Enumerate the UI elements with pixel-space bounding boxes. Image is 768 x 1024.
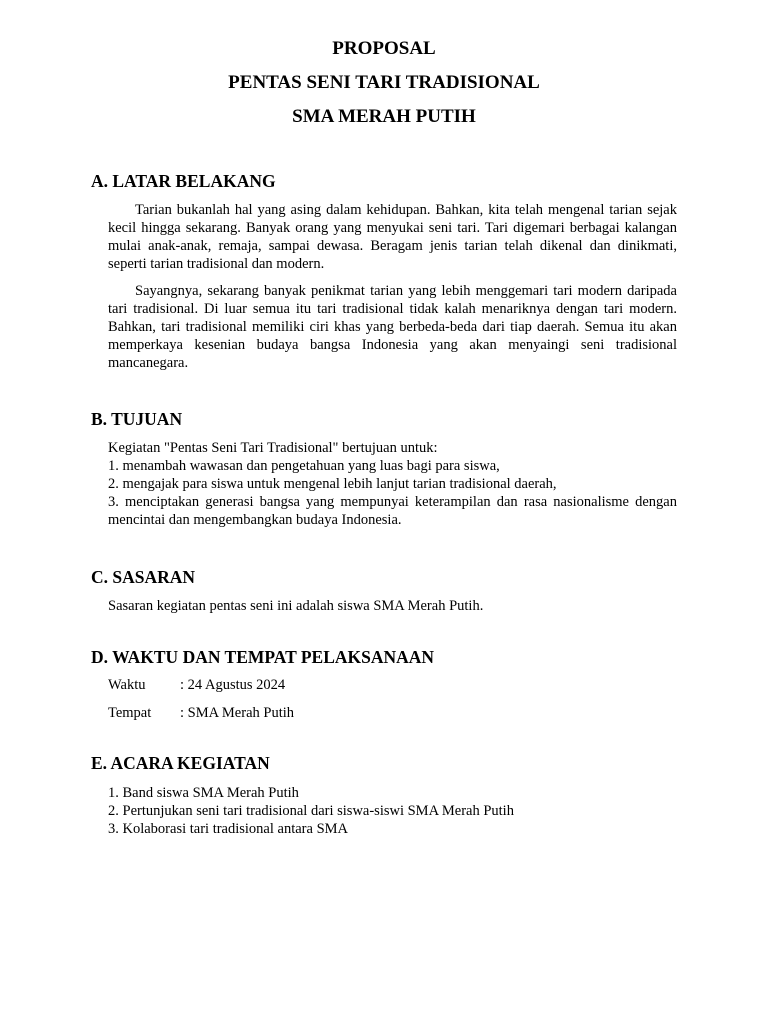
schedule-row-place — [108, 704, 677, 732]
title-line-event: PENTAS SENI TARI TRADISIONAL — [228, 72, 540, 93]
goal-intro: Kegiatan "Pentas Seni Tari Tradisional" bertujuan untuk: — [108, 440, 438, 456]
agenda-item-2: 2. Pertunjukan seni tari tradisional dari siswa-siswi SMA Merah Putih — [108, 803, 514, 819]
section-c-body — [108, 597, 677, 615]
section-c-heading: C. SASARAN — [91, 567, 196, 587]
goal-item-2: 2. mengajak para siswa untuk mengenal lebih lanjut tarian tradisional daerah, — [108, 476, 557, 492]
agenda-item-3: 3. Kolaborasi tari tradisional antara SMA — [108, 821, 348, 837]
section-a-heading: A. LATAR BELAKANG — [91, 171, 276, 191]
schedule-label-place: Tempat — [108, 705, 152, 721]
paragraph-background-2: Sayangnya, sekarang banyak penikmat tarian yang lebih menggemari tari modern daripada tari tradisional. Di luar semua itu tari tradisional tidak kalah menariknya dengan tari modern. Bahkan, tari tradisional memiliki ciri khas yang berbeda-beda dari tiap daerah. Semua itu akan memperkaya kesenian budaya bangsa Indonesia yang akan menyaingi seni tradisional mancanegara. — [108, 283, 677, 371]
section-b-heading: B. TUJUAN — [91, 409, 183, 429]
section-e-body — [108, 784, 677, 838]
schedule-value-time: : 24 Agustus 2024 — [180, 677, 286, 693]
target-text: Sasaran kegiatan pentas seni ini adalah siswa SMA Merah Putih. — [108, 598, 484, 614]
paragraph-background-1: Tarian bukanlah hal yang asing dalam kehidupan. Bahkan, kita telah mengenal tarian sejak kecil hingga sekarang. Banyak orang yang menyukai seni tari. Tari digemari berbagai kalangan mulai anak-anak, remaja, sampai dewasa. Beragam jenis tarian telah dikenal dan dinikmati, seperti tarian tradisional dan modern. — [108, 202, 677, 272]
goal-item-3: 3. menciptakan generasi bangsa yang mempunyai keterampilan dan rasa nasionalisme dengan mencintai dan mengembangkan budaya Indonesia. — [108, 494, 677, 528]
schedule-row-time — [108, 676, 677, 704]
schedule-label-time: Waktu — [108, 677, 146, 693]
section-a-body — [108, 201, 677, 372]
title-line-proposal: PROPOSAL — [332, 38, 436, 59]
agenda-item-1: 1. Band siswa SMA Merah Putih — [108, 785, 299, 801]
goal-item-1: 1. menambah wawasan dan pengetahuan yang luas bagi para siswa, — [108, 458, 500, 474]
document-title — [91, 36, 677, 138]
section-e-heading: E. ACARA KEGIATAN — [91, 753, 270, 773]
section-d-heading: D. WAKTU DAN TEMPAT PELAKSANAAN — [91, 647, 435, 667]
section-b-body — [108, 439, 677, 529]
title-line-school: SMA MERAH PUTIH — [292, 106, 476, 127]
section-d-body — [108, 676, 677, 732]
schedule-value-place: : SMA Merah Putih — [180, 705, 294, 721]
